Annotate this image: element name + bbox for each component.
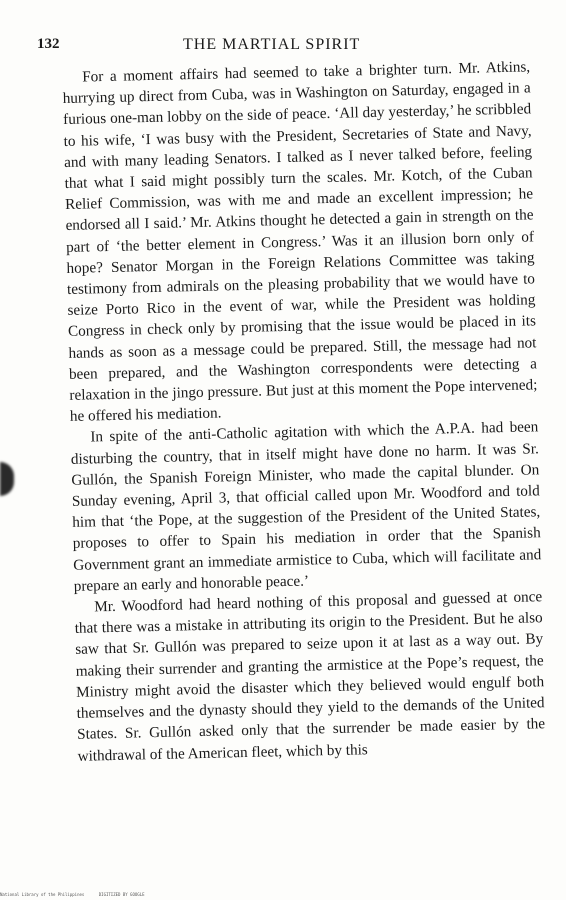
paragraph-3: Mr. Woodford had heard nothing of this proposal and guessed at once that there was a mistake in attributing its origin to the President. But he also saw that Sr. Gullón was prepared to seize upon it at last as a way out. By making their surrender and granting the armistice at the Pope’s request, the Ministry might avoid the disaster which they believed would engulf both themselves and the dynasty should they yield to the demands of the United States. Sr. Gullón asked only that the surrender be made easier by the withdrawal of the American fleet, which by this: [74, 588, 546, 765]
paragraph-1: For a moment affairs had seemed to take a brighter turn. Mr. Atkins, hurrying up direct from Cuba, was in Washington on Saturday, engaged in a furious one-man lobby on the side of peace. ‘All day yesterday,’ he scribbled to his wife, ‘I was busy with the President, Secretaries of State and Navy, and with many leading Senators. I talked as I never talked before, feeling that what I said might possibly turn the scales. Mr. Kotch, of the Cuban Relief Commission, was with me and made an excellent impression; he endorsed all I said.’ Mr. Atkins thought he detected a gain in strength on the part of ‘the better element in Congress.’ Was it an illusion born only of hope? Senator Morgan in the Foreign Relations Committee was taking testimony from admirals on the pleasing probability that we would have to seize Porto Rico in the event of war, while the President was holding Congress in check only by promising that the issue would be placed in its hands as soon as a message could be prepared. Still, the message had not been prepared, and the Washington correspondents were detecting a relaxation in the jingo pressure. But just at this moment the Pope intervened; he offered his mediation.: [62, 58, 538, 426]
paragraph-2: In spite of the anti-Catholic agitation with which the A.P.A. had been disturbing the country, that in itself might have done no harm. It was Sr. Gullón, the Spanish Foreign Minister, who made the capital blunder. On Sunday evening, April 3, that official called upon Mr. Woodford and told him that ‘the Pope, at the suggestion of the President of the United States, proposes to offer to Spain his mediation in order that the Spanish Government grant an immediate armistice to Cuba, which will facilitate and prepare an early and honorable peace.’: [70, 418, 542, 595]
body-text: [62, 56, 546, 766]
binding-shadow: [0, 462, 14, 496]
scan-footer-stamp: [0, 892, 145, 897]
page-number: 132: [37, 36, 60, 52]
running-head: [37, 36, 537, 56]
running-title: THE MARTIAL SPIRIT: [183, 36, 361, 53]
footer-stamp-left: National Library of the Philippines: [0, 892, 85, 897]
footer-stamp-right: DIGITIZED BY GOOGLE: [98, 892, 145, 897]
